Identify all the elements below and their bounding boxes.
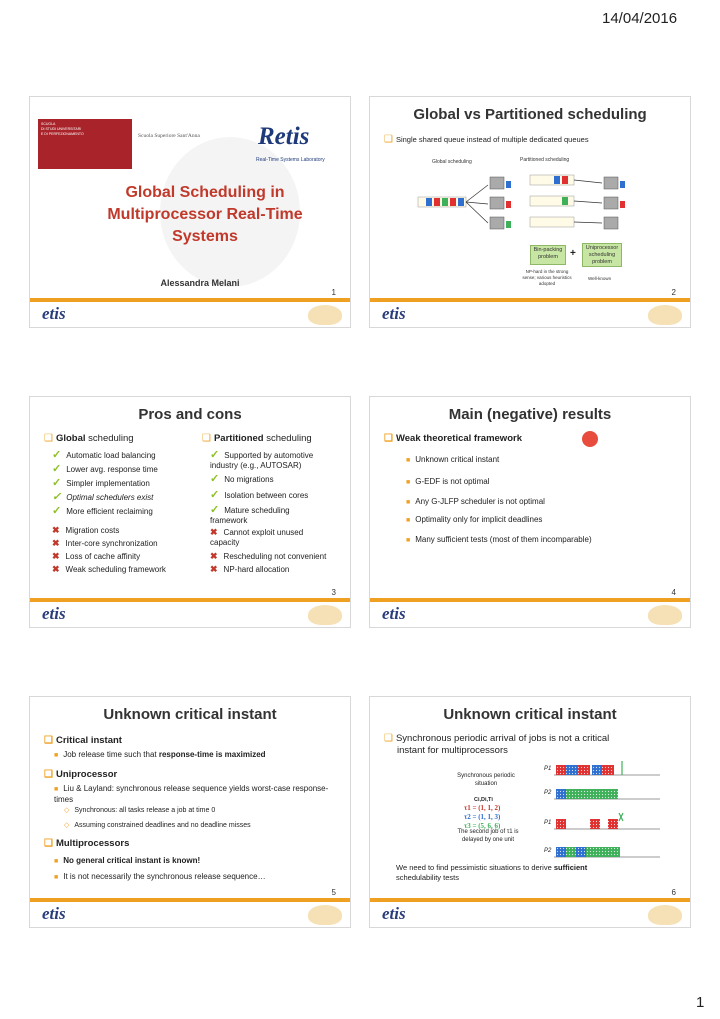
pro-item: ✓ No migrations [210, 473, 274, 485]
result-item: ■ Unknown critical instant [406, 455, 500, 464]
bullet: ■ It is not necessarily the synchronous release sequence… [54, 872, 266, 881]
conclusion: We need to find pessimistic situations to derive sufficient schedulability tests [396, 863, 588, 882]
row-label: P2 [544, 848, 552, 854]
sssa-logo [38, 119, 132, 169]
sync-label: Synchronous periodic situation [457, 773, 515, 787]
slide-title: Main (negative) results [448, 406, 612, 423]
slide-title: Unknown critical instant [443, 706, 617, 723]
slide-3 [30, 397, 350, 627]
scheduling-diagram [370, 97, 690, 297]
footer-decoration [648, 605, 682, 625]
slide-1 [30, 97, 350, 327]
con-item: ✖ Loss of cache affinity [52, 551, 141, 561]
well-known-note: Well-known [588, 276, 612, 281]
footer-logo: etis [42, 904, 66, 923]
slide-6 [370, 697, 690, 927]
bullet: ■ Job release time such that response-time is maximized [54, 750, 266, 759]
footer-decoration [308, 905, 342, 925]
con-item: ✖ NP-hard allocation [210, 564, 290, 574]
bin-packing-box: Bin-packing problem [530, 245, 566, 265]
slide-number: 3 [331, 588, 336, 597]
footer-decoration [308, 605, 342, 625]
institution-line: DI STUDI UNIVERSITARI [41, 127, 82, 131]
slide-footer [30, 888, 350, 927]
params-header: Ci,Di,Ti [474, 797, 493, 803]
con-item: ✖ Migration costs [52, 525, 120, 535]
institution-line: E DI PERFEZIONAMENTO [41, 132, 84, 136]
slide-5 [30, 697, 350, 927]
pro-item: ✓ Mature scheduling framework [210, 504, 290, 525]
slide-footer [30, 288, 350, 327]
slide-footer [30, 588, 350, 627]
con-item: ✖ Inter-core synchronization [52, 538, 158, 548]
task-1: τ1 = (1, 1, 2) [464, 804, 501, 812]
result-item: ■ Many sufficient tests (most of them incomparable) [406, 535, 592, 544]
slide-footer [370, 588, 690, 627]
task-2: τ2 = (1, 1, 3) [464, 813, 501, 821]
footer-logo: etis [42, 304, 66, 323]
footer-logo: etis [42, 604, 66, 623]
result-item: ■ G-EDF is not optimal [406, 477, 490, 486]
slide-number: 4 [671, 588, 676, 597]
uniprocessor-box: Uniprocessor scheduling problem [582, 243, 622, 267]
slide-4 [370, 397, 690, 627]
footer-decoration [648, 905, 682, 925]
con-item: ✖ Weak scheduling framework [52, 564, 166, 574]
slide-title: Pros and cons [138, 406, 242, 423]
slide-number: 1 [331, 288, 336, 297]
footer-logo: etis [382, 604, 406, 623]
critical-instant-heading: ❑ Critical instant [44, 735, 122, 746]
footer-decoration [308, 305, 342, 325]
result-item: ■ Optimality only for implicit deadlines [406, 515, 543, 524]
pro-item: ✓ Supported by automotive industry (e.g., AUTOSAR) [210, 449, 314, 470]
author-name: Alessandra Melani [160, 278, 240, 288]
label-global: Global scheduling [432, 159, 472, 165]
slide-number: 5 [331, 888, 336, 897]
lab-name: Real-Time Systems Laboratory [256, 157, 325, 163]
footer-logo: etis [382, 304, 406, 323]
slide-number: 2 [671, 288, 676, 297]
plus-sign: + [570, 248, 576, 259]
print-date: 14/04/2016 [602, 10, 678, 27]
bullet: ■ Liu & Layland: synchronous release sequence yields worst-case response-times [54, 784, 329, 804]
row-label: P2 [544, 790, 552, 796]
partitioned-heading: ❑ Partitioned scheduling [202, 433, 312, 444]
con-item: ✖ Rescheduling not convenient [210, 551, 327, 561]
pro-item: ✓ Optimal schedulers exist [52, 491, 154, 503]
uniprocessor-heading: ❑ Uniprocessor [44, 769, 118, 780]
framework-heading: ❑ Weak theoretical framework [384, 433, 522, 444]
slide-footer [370, 288, 690, 327]
delayed-label: The second job of τ1 is delayed by one unit [457, 829, 519, 843]
result-item: ■ Any G-JLFP scheduler is not optimal [406, 497, 545, 506]
task-3: τ3 = (5, 6, 6) [464, 822, 501, 830]
sub-bullet: ◇ Synchronous: all tasks release a job at time 0 [64, 807, 216, 814]
label-partitioned: Partitioned scheduling [520, 157, 570, 163]
row-label: P1 [544, 820, 552, 826]
con-item: ✖ Cannot exploit unused capacity [210, 527, 304, 547]
pro-item: ✓ Lower avg. response time [52, 463, 158, 475]
pro-item: ✓ Isolation between cores [210, 489, 309, 501]
institution-line: SCUOLA [41, 122, 56, 126]
pro-item: ✓ More efficient reclaiming [52, 505, 153, 517]
slide-footer [370, 888, 690, 927]
arrival-heading: ❑ Synchronous periodic arrival of jobs is not a critical instant for multiprocessors [384, 733, 610, 756]
school-name: Scuola Superiore Sant'Anna [138, 133, 200, 139]
footer-logo: etis [382, 904, 406, 923]
slide-number: 6 [671, 888, 676, 897]
bullet: ❑ Single shared queue instead of multiple dedicated queues [384, 134, 589, 145]
slide-title: Global vs Partitioned scheduling [413, 106, 647, 123]
slide-title: Unknown critical instant [103, 706, 277, 723]
pro-item: ✓ Automatic load balancing [52, 449, 156, 461]
retis-logo: Retis [258, 123, 310, 150]
page-number: 1 [696, 994, 705, 1011]
multiprocessors-heading: ❑ Multiprocessors [44, 838, 130, 849]
slide-title: Global Scheduling in Multiprocessor Real-Time Systems [107, 184, 303, 245]
np-hard-note: NP-hard in the strong sense; various heuristics adopted [522, 269, 572, 286]
sad-face-icon [582, 431, 598, 447]
pro-item: ✓ Simpler implementation [52, 477, 150, 489]
footer-decoration [648, 305, 682, 325]
global-heading: ❑ Global scheduling [44, 433, 134, 444]
bullet: ■ No general critical instant is known! [54, 856, 201, 865]
sub-bullet: ◇ Assuming constrained deadlines and no deadline misses [64, 822, 251, 829]
row-label: P1 [544, 766, 552, 772]
slide-2 [370, 97, 690, 327]
